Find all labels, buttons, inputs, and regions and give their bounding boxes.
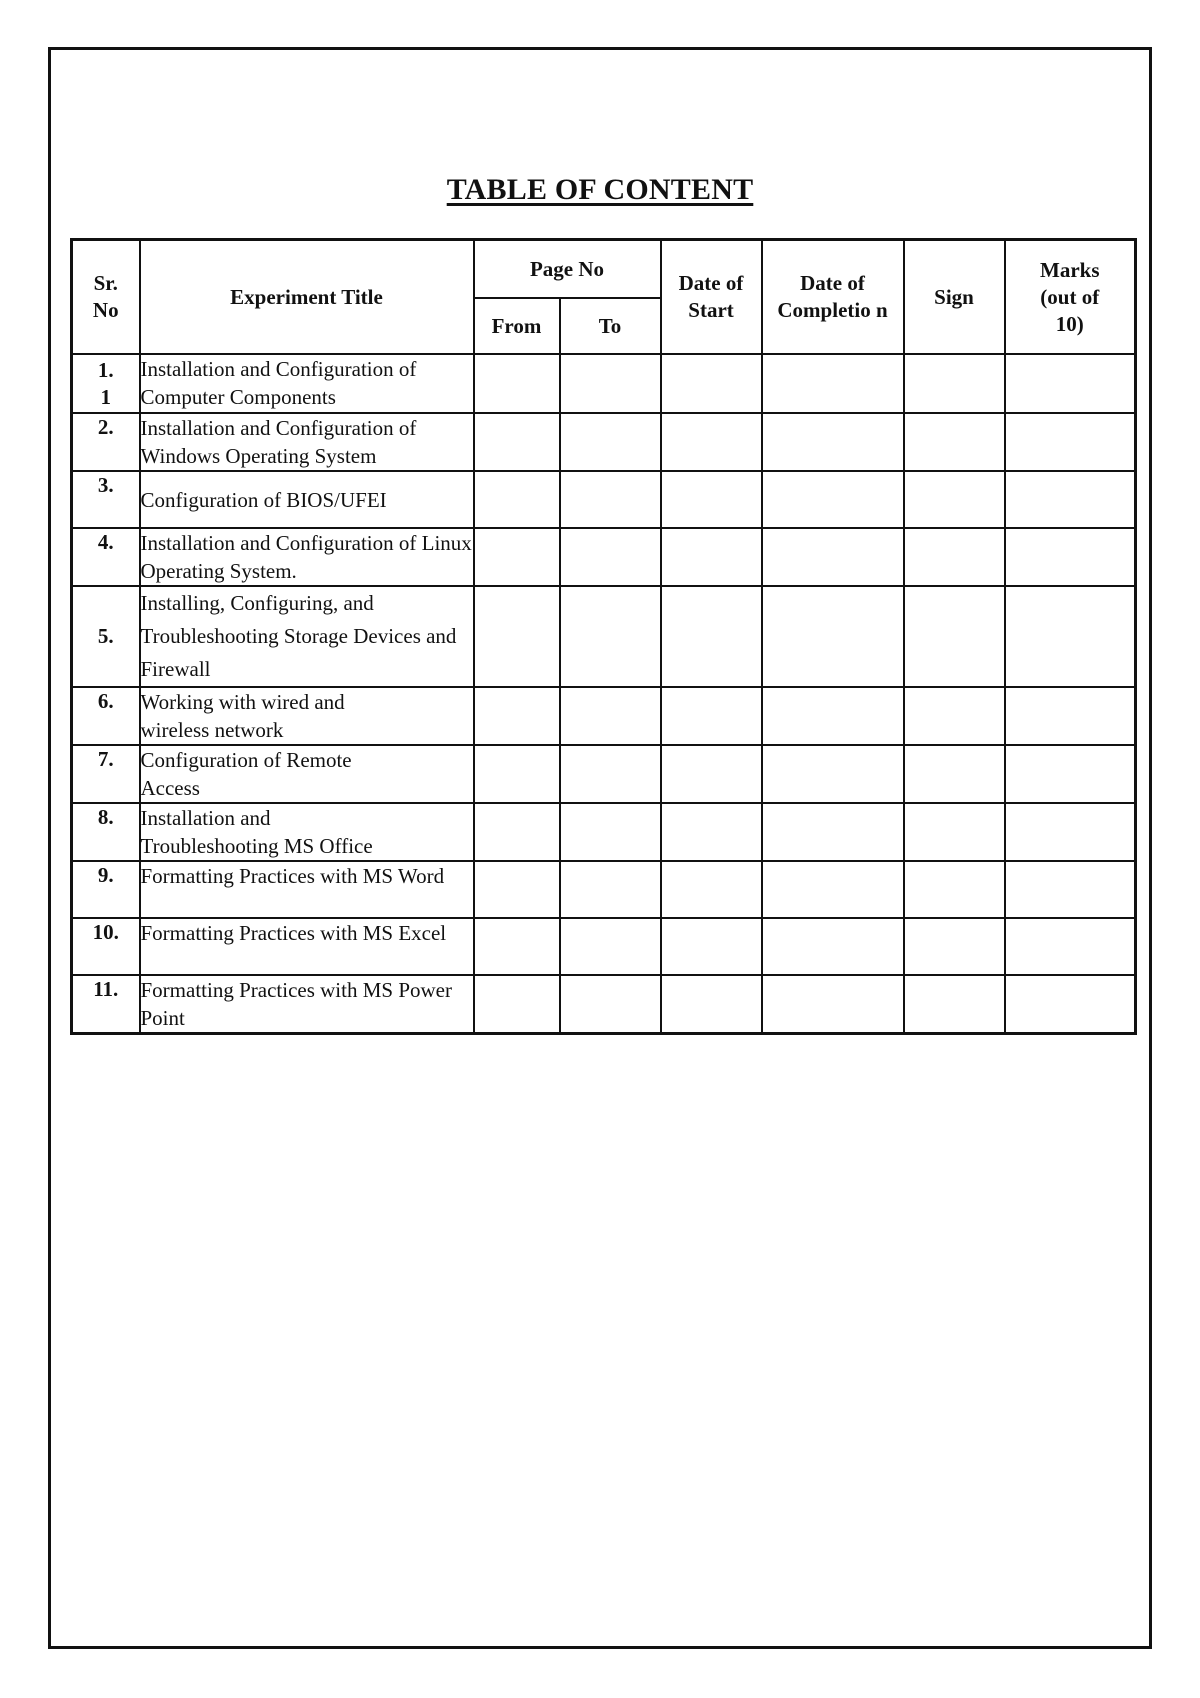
- sign-cell[interactable]: [904, 687, 1005, 745]
- to-cell[interactable]: [560, 471, 661, 528]
- header-marks: Marks (out of 10): [1005, 240, 1136, 355]
- from-cell[interactable]: [474, 918, 560, 975]
- sr-no-cell: 2.: [72, 413, 140, 471]
- header-experiment-title: Experiment Title: [140, 240, 474, 355]
- table-of-content: [70, 238, 1137, 1035]
- table-row: [72, 528, 1136, 586]
- marks-cell[interactable]: [1005, 861, 1136, 918]
- marks-cell[interactable]: [1005, 413, 1136, 471]
- date-start-cell[interactable]: [661, 471, 762, 528]
- to-cell[interactable]: [560, 861, 661, 918]
- marks-cell[interactable]: [1005, 803, 1136, 861]
- sr-no-cell: 10.: [72, 918, 140, 975]
- date-completion-cell[interactable]: [762, 975, 904, 1034]
- date-start-cell[interactable]: [661, 918, 762, 975]
- table-row: [72, 975, 1136, 1034]
- to-cell[interactable]: [560, 975, 661, 1034]
- table-row: [72, 861, 1136, 918]
- experiment-title-cell: Installation and Configuration of Linux Operating System.: [140, 528, 474, 586]
- date-completion-cell[interactable]: [762, 586, 904, 687]
- marks-cell[interactable]: [1005, 745, 1136, 803]
- from-cell[interactable]: [474, 528, 560, 586]
- date-start-cell[interactable]: [661, 745, 762, 803]
- from-cell[interactable]: [474, 354, 560, 413]
- sign-cell[interactable]: [904, 413, 1005, 471]
- header-sign: Sign: [904, 240, 1005, 355]
- sr-no-cell: 5.: [72, 586, 140, 687]
- date-start-cell[interactable]: [661, 803, 762, 861]
- date-start-cell[interactable]: [661, 354, 762, 413]
- experiment-title-cell: Installation and Configuration of Computer Components: [140, 354, 474, 413]
- table-row: [72, 803, 1136, 861]
- header-to: To: [560, 298, 661, 354]
- date-completion-cell[interactable]: [762, 354, 904, 413]
- from-cell[interactable]: [474, 413, 560, 471]
- date-completion-cell[interactable]: [762, 918, 904, 975]
- date-completion-cell[interactable]: [762, 687, 904, 745]
- sr-no-cell: 9.: [72, 861, 140, 918]
- experiment-title-cell: Configuration of Remote Access: [140, 745, 474, 803]
- sign-cell[interactable]: [904, 745, 1005, 803]
- marks-cell[interactable]: [1005, 528, 1136, 586]
- experiment-title-cell: Formatting Practices with MS Word: [140, 861, 474, 918]
- table-row: [72, 354, 1136, 413]
- experiment-title-cell: Installation and Troubleshooting MS Office: [140, 803, 474, 861]
- experiment-title-cell: Formatting Practices with MS Power Point: [140, 975, 474, 1034]
- date-completion-cell[interactable]: [762, 413, 904, 471]
- sr-no-cell: 3.: [72, 471, 140, 528]
- marks-cell[interactable]: [1005, 354, 1136, 413]
- sr-no-cell: 11.: [72, 975, 140, 1034]
- table-row: [72, 918, 1136, 975]
- sr-no-cell: 8.: [72, 803, 140, 861]
- date-completion-cell[interactable]: [762, 803, 904, 861]
- from-cell[interactable]: [474, 586, 560, 687]
- from-cell[interactable]: [474, 745, 560, 803]
- to-cell[interactable]: [560, 586, 661, 687]
- header-date-of-start: Date of Start: [661, 240, 762, 355]
- table-row: [72, 745, 1136, 803]
- to-cell[interactable]: [560, 528, 661, 586]
- experiment-title-cell: Installation and Configuration of Windows Operating System: [140, 413, 474, 471]
- to-cell[interactable]: [560, 745, 661, 803]
- to-cell[interactable]: [560, 918, 661, 975]
- page-title: TABLE OF CONTENT: [446, 173, 754, 206]
- date-completion-cell[interactable]: [762, 528, 904, 586]
- marks-cell[interactable]: [1005, 586, 1136, 687]
- marks-cell[interactable]: [1005, 471, 1136, 528]
- header-from: From: [474, 298, 560, 354]
- from-cell[interactable]: [474, 803, 560, 861]
- date-start-cell[interactable]: [661, 687, 762, 745]
- to-cell[interactable]: [560, 687, 661, 745]
- to-cell[interactable]: [560, 354, 661, 413]
- sr-no-cell: 4.: [72, 528, 140, 586]
- date-start-cell[interactable]: [661, 975, 762, 1034]
- sign-cell[interactable]: [904, 803, 1005, 861]
- from-cell[interactable]: [474, 471, 560, 528]
- date-completion-cell[interactable]: [762, 745, 904, 803]
- date-start-cell[interactable]: [661, 586, 762, 687]
- to-cell[interactable]: [560, 803, 661, 861]
- sign-cell[interactable]: [904, 586, 1005, 687]
- date-start-cell[interactable]: [661, 528, 762, 586]
- experiment-title-cell: Installing, Configuring, and Troubleshooting Storage Devices and Firewall: [140, 586, 474, 687]
- date-completion-cell[interactable]: [762, 861, 904, 918]
- date-completion-cell[interactable]: [762, 471, 904, 528]
- sign-cell[interactable]: [904, 354, 1005, 413]
- table-row: [72, 586, 1136, 687]
- sign-cell[interactable]: [904, 861, 1005, 918]
- marks-cell[interactable]: [1005, 918, 1136, 975]
- table-row: [72, 687, 1136, 745]
- sign-cell[interactable]: [904, 918, 1005, 975]
- from-cell[interactable]: [474, 687, 560, 745]
- experiment-title-cell: Working with wired and wireless network: [140, 687, 474, 745]
- sr-no-cell: 1. 1: [72, 354, 140, 413]
- from-cell[interactable]: [474, 861, 560, 918]
- marks-cell[interactable]: [1005, 975, 1136, 1034]
- date-start-cell[interactable]: [661, 413, 762, 471]
- sr-no-cell: 7.: [72, 745, 140, 803]
- header-sr-no: Sr. No: [72, 240, 140, 355]
- experiment-title-cell: Configuration of BIOS/UFEI: [140, 471, 474, 528]
- sign-cell[interactable]: [904, 471, 1005, 528]
- to-cell[interactable]: [560, 413, 661, 471]
- date-start-cell[interactable]: [661, 861, 762, 918]
- sign-cell[interactable]: [904, 975, 1005, 1034]
- table-row: [72, 471, 1136, 528]
- table-row: [72, 413, 1136, 471]
- experiment-title-cell: Formatting Practices with MS Excel: [140, 918, 474, 975]
- marks-cell[interactable]: [1005, 687, 1136, 745]
- header-page-no: Page No: [474, 240, 661, 299]
- header-date-of-completion: Date of Completio n: [762, 240, 904, 355]
- from-cell[interactable]: [474, 975, 560, 1034]
- sr-no-cell: 6.: [72, 687, 140, 745]
- sign-cell[interactable]: [904, 528, 1005, 586]
